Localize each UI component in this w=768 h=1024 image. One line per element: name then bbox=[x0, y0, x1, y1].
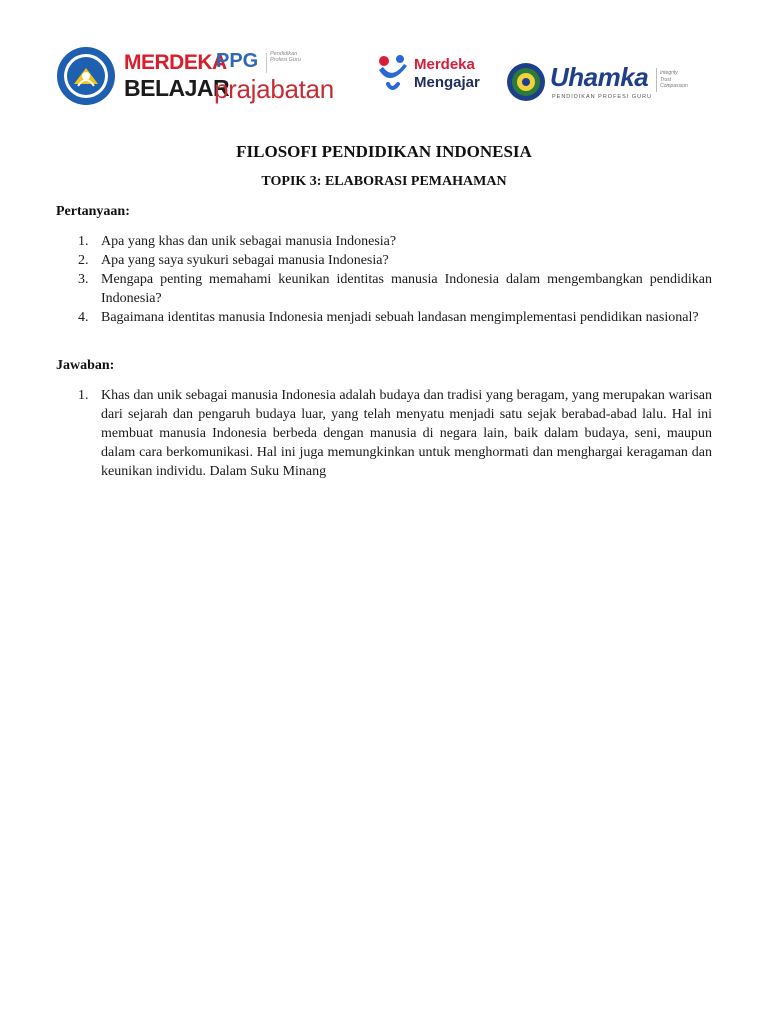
merdeka-mengajar-logo bbox=[376, 54, 496, 100]
question-text: Bagaimana identitas manusia Indonesia menjadi sebuah landasan mengimplementasi pendidikan nasional? bbox=[101, 310, 699, 325]
answer-number: 1. bbox=[78, 388, 89, 403]
question-number: 1. bbox=[78, 234, 89, 249]
tut-wuri-handayani-icon bbox=[56, 46, 116, 106]
document-title: FILOSOFI PENDIDIKAN INDONESIA bbox=[236, 142, 532, 161]
question-item bbox=[56, 270, 712, 308]
kemdikbud-logo bbox=[56, 46, 116, 106]
motto-line: Compassion bbox=[660, 83, 688, 89]
questions-list bbox=[56, 232, 712, 327]
question-item bbox=[56, 232, 712, 251]
question-text: Apa yang saya syukuri sebagai manusia Indonesia? bbox=[101, 253, 389, 268]
uhamka-name: Uhamka bbox=[550, 62, 649, 92]
ppg-small-text: Pendidikan Profesi Guru bbox=[270, 51, 301, 64]
merdeka-belajar-logo bbox=[124, 51, 230, 102]
merdeka-mengajar-line2: Mengajar bbox=[414, 74, 480, 91]
merdeka-mengajar-line1: Merdeka bbox=[414, 56, 475, 73]
questions-heading: Pertanyaan: bbox=[56, 204, 130, 219]
uhamka-logo bbox=[506, 62, 706, 106]
uhamka-motto bbox=[660, 70, 688, 90]
question-text: Apa yang khas dan unik sebagai manusia Indonesia? bbox=[101, 234, 397, 249]
question-number: 2. bbox=[78, 253, 89, 268]
motto-line: Trust bbox=[660, 76, 672, 83]
ppg-prajabatan-logo bbox=[214, 50, 364, 106]
question-item bbox=[56, 308, 712, 327]
merdeka-mengajar-icon bbox=[376, 54, 410, 94]
question-item bbox=[56, 251, 712, 270]
uhamka-divider bbox=[656, 68, 657, 92]
uhamka-subtitle: PENDIDIKAN PROFESI GURU bbox=[552, 94, 653, 100]
prajabatan-label: prajabatan bbox=[214, 74, 334, 104]
question-text: Mengapa penting memahami keunikan identitas manusia Indonesia dalam mengembangkan pendidikan Indonesia? bbox=[101, 272, 712, 306]
question-number: 4. bbox=[78, 310, 89, 325]
merdeka-belajar-line2: BELAJAR bbox=[124, 75, 230, 101]
answer-text: Khas dan unik sebagai manusia Indonesia adalah budaya dan tradisi yang beragam, yang merupakan warisan dari sejarah dan pengaruh budaya luar, yang telah menyatu menjadi satu sejak berabad-abad lalu. Hal ini membuat manusia Indonesia berbeda dengan manusia di negara lain, baik dalam budaya, seni, maupun dalam cara berkomunikasi. Hal ini juga memungkinkan untuk menghormati dan menghargai keragaman dan keunikan individu. Dalam Suku Minang bbox=[101, 388, 712, 479]
ppg-divider bbox=[266, 53, 267, 73]
ppg-label: PPG bbox=[216, 50, 259, 72]
question-number: 3. bbox=[78, 272, 89, 287]
merdeka-belajar-line1: MERDEKA bbox=[124, 51, 227, 74]
answers-heading: Jawaban: bbox=[56, 358, 115, 373]
motto-line: Integrity bbox=[660, 70, 678, 76]
answer-item bbox=[56, 386, 712, 481]
document-subtitle: TOPIK 3: ELABORASI PEMAHAMAN bbox=[261, 174, 507, 189]
answers-list bbox=[56, 386, 712, 481]
header-logos bbox=[0, 0, 768, 130]
uhamka-emblem-icon bbox=[506, 62, 546, 102]
